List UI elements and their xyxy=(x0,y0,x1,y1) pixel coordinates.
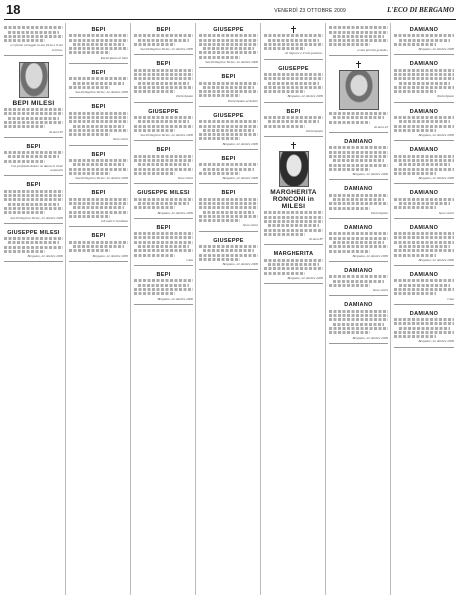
deceased-name: GIUSEPPE xyxy=(213,112,244,119)
obituary-notice xyxy=(134,143,193,184)
notice-body-text xyxy=(134,232,193,256)
deceased-name: GIUSEPPE xyxy=(213,237,244,244)
obituary-notice xyxy=(264,62,323,103)
deceased-name: BEPI xyxy=(91,69,106,76)
deceased-name: MARGHERITA xyxy=(273,251,314,258)
obituary-notice xyxy=(394,268,454,305)
notice-caption: «Il Signore è il mio pastore» xyxy=(284,51,323,56)
notice-body-text xyxy=(329,26,388,46)
deceased-name: DAMIANO xyxy=(409,27,439,33)
deceased-name: BEPI xyxy=(156,272,171,279)
notice-body-text xyxy=(264,259,323,275)
notice-body-text xyxy=(329,146,388,170)
obituary-notice xyxy=(264,139,323,245)
notice-body-text xyxy=(199,82,258,98)
notice-caption: Sono vicini xyxy=(372,288,388,293)
notice-caption: Bergamo, 22 ottobre 2009 xyxy=(157,210,193,215)
notice-caption: Bergamo, 22 ottobre 2009 xyxy=(352,253,388,258)
deceased-name: GIUSEPPE MILESI xyxy=(7,229,60,236)
deceased-name: BEPI xyxy=(286,108,301,115)
notice-body-text xyxy=(199,198,258,222)
notice-body-text xyxy=(394,69,454,93)
obituary-notice xyxy=(329,182,388,219)
notice-body-text xyxy=(199,245,258,261)
deceased-photo xyxy=(279,151,309,187)
obituary-notice xyxy=(134,23,193,55)
notice-body-text xyxy=(199,120,258,140)
notice-body-text xyxy=(329,310,388,334)
notice-caption: Bergamo, 22 ottobre 2009 xyxy=(418,133,454,138)
notice-caption: San Pellegrino Terme, 22 ottobre 2009 xyxy=(10,215,63,220)
obituary-notice xyxy=(199,152,258,184)
obituary-notice xyxy=(4,140,63,177)
obituary-notice xyxy=(69,229,128,261)
notice-caption: di anni 43 xyxy=(374,124,388,129)
deceased-photo xyxy=(19,62,49,98)
deceased-name: GIUSEPPE xyxy=(213,27,244,33)
deceased-name: BEPI xyxy=(156,27,171,33)
column-7 xyxy=(394,23,456,595)
deceased-name: DAMIANO xyxy=(409,190,439,197)
notice-caption: Bergamo, 22 ottobre 2009 xyxy=(418,176,454,181)
obituary-notice xyxy=(134,105,193,142)
notice-body-text xyxy=(394,116,454,132)
cross-icon xyxy=(356,61,361,68)
deceased-name: DAMIANO xyxy=(409,147,439,154)
notice-body-text xyxy=(394,318,454,338)
notice-body-text xyxy=(264,73,323,93)
notice-body-text xyxy=(199,34,258,58)
notice-body-text xyxy=(134,279,193,295)
obituary-notice xyxy=(329,23,388,56)
notice-body-text xyxy=(394,198,454,210)
deceased-name: GIUSEPPE xyxy=(278,65,309,72)
deceased-name: GIUSEPPE xyxy=(148,108,179,115)
deceased-name: DAMIANO xyxy=(409,108,439,115)
deceased-name: BEPI xyxy=(156,61,171,68)
column-6 xyxy=(329,23,391,595)
notice-body-text xyxy=(69,241,128,253)
deceased-name: DAMIANO xyxy=(344,268,373,275)
notice-body-text xyxy=(69,159,128,175)
notice-caption: San Pellegrino Terme, 22 ottobre 2009 xyxy=(75,176,128,181)
notice-body-text xyxy=(69,112,128,136)
notice-body-text xyxy=(134,198,193,210)
notice-caption: Partecipano al dolore xyxy=(228,98,258,103)
obituary-notice xyxy=(394,143,454,184)
column-3 xyxy=(134,23,196,595)
notice-body-text xyxy=(394,155,454,175)
notice-caption: San Pellegrino Terme, 22 ottobre 2009 xyxy=(205,60,258,65)
obituary-notice xyxy=(4,178,63,223)
notice-caption: Partecipano al lutto xyxy=(100,55,128,60)
obituary-notice xyxy=(4,23,63,56)
deceased-name: BEPI xyxy=(221,155,236,162)
notice-caption: Bergamo, 22 ottobre 2009 xyxy=(418,257,454,262)
deceased-name: BEPI xyxy=(26,182,41,189)
notice-caption: Sono vicini xyxy=(177,176,193,181)
notice-caption: Bergamo, 22 ottobre 2009 xyxy=(92,253,128,258)
notice-caption: Sono vicini xyxy=(242,223,258,228)
notice-caption: Sono vicini xyxy=(438,210,454,215)
obituary-notice xyxy=(264,105,323,137)
notice-body-text xyxy=(329,112,388,124)
notice-body-text xyxy=(4,190,63,214)
obituary-notice xyxy=(69,100,128,145)
notice-body-text xyxy=(329,232,388,252)
obituary-notice xyxy=(329,298,388,343)
obituary-notice xyxy=(394,57,454,102)
cross-icon xyxy=(291,142,296,149)
notice-caption: Bergamo, 22 ottobre 2009 xyxy=(418,47,454,52)
notice-caption: Sono vicini xyxy=(112,137,128,142)
notice-body-text xyxy=(134,34,193,46)
deceased-name: BEPI xyxy=(26,143,41,150)
issue-date: VENERDÌ 23 OTTOBRE 2009 xyxy=(274,8,346,14)
deceased-name: BEPI xyxy=(156,147,171,154)
obituary-notice xyxy=(69,66,128,98)
notice-body-text xyxy=(4,151,63,163)
obituary-notice xyxy=(4,226,63,263)
notice-caption: San Pellegrino Terme, 22 ottobre 2009 xyxy=(140,47,193,52)
deceased-name: DAMIANO xyxy=(344,225,373,232)
notice-caption: Bergamo, 22 ottobre 2009 xyxy=(222,176,258,181)
cross-icon xyxy=(291,26,296,33)
obituary-notice xyxy=(199,186,258,231)
notice-caption: Gli amici ricordano xyxy=(101,219,128,224)
notice-body-text xyxy=(264,116,323,128)
notice-caption: di anni 87 xyxy=(309,237,323,242)
deceased-name: BEPI xyxy=(91,27,106,33)
notice-caption: Bergamo, 22 ottobre 2009 xyxy=(222,141,258,146)
notice-caption: «Ciao piccola grande» xyxy=(356,47,388,52)
notice-body-text xyxy=(394,34,454,46)
notice-body-text xyxy=(329,194,388,210)
obituary-notice xyxy=(4,58,63,138)
notice-body-text xyxy=(4,26,63,42)
obituary-notice xyxy=(329,135,388,180)
obituary-notice xyxy=(199,234,258,271)
obituary-notice xyxy=(329,58,388,133)
deceased-name: BEPI xyxy=(91,190,106,197)
notice-caption: San Pellegrino Terme, 22 ottobre 2009 xyxy=(140,133,193,138)
deceased-name: BEPI xyxy=(156,224,171,231)
notice-caption: Bergamo, 22 ottobre 2009 xyxy=(352,172,388,177)
notice-body-text xyxy=(264,211,323,235)
notice-caption: Con profondo dolore ne danno il triste annuncio xyxy=(10,164,63,173)
deceased-name: MARGHERITA RONCONI in MILESI xyxy=(270,189,317,211)
obituary-notice xyxy=(69,186,128,227)
obituary-notice xyxy=(134,221,193,266)
deceased-name: BEPI xyxy=(91,151,106,158)
deceased-name: BEPI MILESI xyxy=(12,99,55,107)
deceased-name: BEPI xyxy=(221,190,236,197)
obituary-notice xyxy=(394,221,454,266)
obituary-notice xyxy=(199,23,258,68)
notice-body-text xyxy=(134,116,193,132)
deceased-name: DAMIANO xyxy=(409,61,439,68)
deceased-name: DAMIANO xyxy=(409,224,439,231)
newspaper-name: L'ECO DI BERGAMO xyxy=(387,6,454,14)
deceased-photo xyxy=(339,70,379,110)
notice-caption: Bergamo, 22 ottobre 2009 xyxy=(287,94,323,99)
obituary-notice xyxy=(394,105,454,142)
notice-body-text xyxy=(134,69,193,93)
obituary-notice xyxy=(134,186,193,218)
obituary-notice xyxy=(134,57,193,102)
obituary-notice xyxy=(69,148,128,185)
deceased-name: BEPI xyxy=(91,233,106,240)
deceased-name: DAMIANO xyxy=(344,139,373,146)
obituary-notice xyxy=(329,221,388,262)
notice-caption: Bergamo, 22 ottobre 2009 xyxy=(27,254,63,259)
notice-caption: Ciao xyxy=(186,257,193,262)
notice-caption: Bergamo, 22 ottobre 2009 xyxy=(418,339,454,344)
notice-body-text xyxy=(264,34,323,50)
notice-caption: Partecipano xyxy=(176,94,193,99)
notice-body-text xyxy=(394,232,454,256)
deceased-name: DAMIANO xyxy=(409,310,439,317)
notice-caption: di anni 65 xyxy=(49,129,63,134)
page-header xyxy=(4,2,456,20)
obituary-notice xyxy=(69,23,128,64)
notice-caption: Bergamo, 22 ottobre 2009 xyxy=(157,296,193,301)
notice-caption: Bergamo, 22 ottobre 2009 xyxy=(287,275,323,280)
obituary-notice xyxy=(199,109,258,150)
column-5 xyxy=(264,23,326,595)
notice-body-text xyxy=(4,108,63,128)
notice-body-text xyxy=(69,77,128,89)
column-1 xyxy=(4,23,66,595)
deceased-name: BEPI xyxy=(221,74,236,81)
column-4 xyxy=(199,23,261,595)
deceased-name: DAMIANO xyxy=(344,302,373,309)
notice-caption: Partecipano xyxy=(371,210,388,215)
obituary-notice xyxy=(264,247,323,284)
column-2 xyxy=(69,23,131,595)
notice-body-text xyxy=(69,34,128,54)
deceased-name: GIUSEPPE MILESI xyxy=(137,190,190,197)
obituary-notice xyxy=(134,268,193,305)
notice-body-text xyxy=(199,163,258,175)
deceased-name: BEPI xyxy=(91,104,106,111)
obituary-columns xyxy=(4,23,456,595)
page-number: 18 xyxy=(6,2,21,17)
notice-body-text xyxy=(4,237,63,253)
notice-caption: «Ci fanno coraggio la tua forza e il tuo sorriso» xyxy=(9,43,63,52)
notice-caption: Partecipano xyxy=(437,94,454,99)
notice-body-text xyxy=(329,275,388,287)
obituary-notice xyxy=(329,264,388,296)
obituary-notice xyxy=(394,186,454,218)
notice-body-text xyxy=(134,155,193,175)
obituary-notice xyxy=(264,23,323,60)
obituary-notice xyxy=(394,23,454,55)
deceased-name: DAMIANO xyxy=(409,272,439,279)
obituary-notice xyxy=(199,70,258,107)
obituary-notice xyxy=(394,307,454,348)
deceased-name: DAMIANO xyxy=(344,186,373,193)
notice-caption: San Pellegrino Terme, 22 ottobre 2009 xyxy=(75,90,128,95)
notice-body-text xyxy=(69,198,128,218)
notice-body-text xyxy=(394,279,454,295)
notice-caption: Bergamo, 22 ottobre 2009 xyxy=(222,262,258,267)
notice-caption: Ciao xyxy=(447,296,454,301)
notice-caption: Bergamo, 22 ottobre 2009 xyxy=(352,335,388,340)
notice-caption: Partecipano xyxy=(306,128,323,133)
